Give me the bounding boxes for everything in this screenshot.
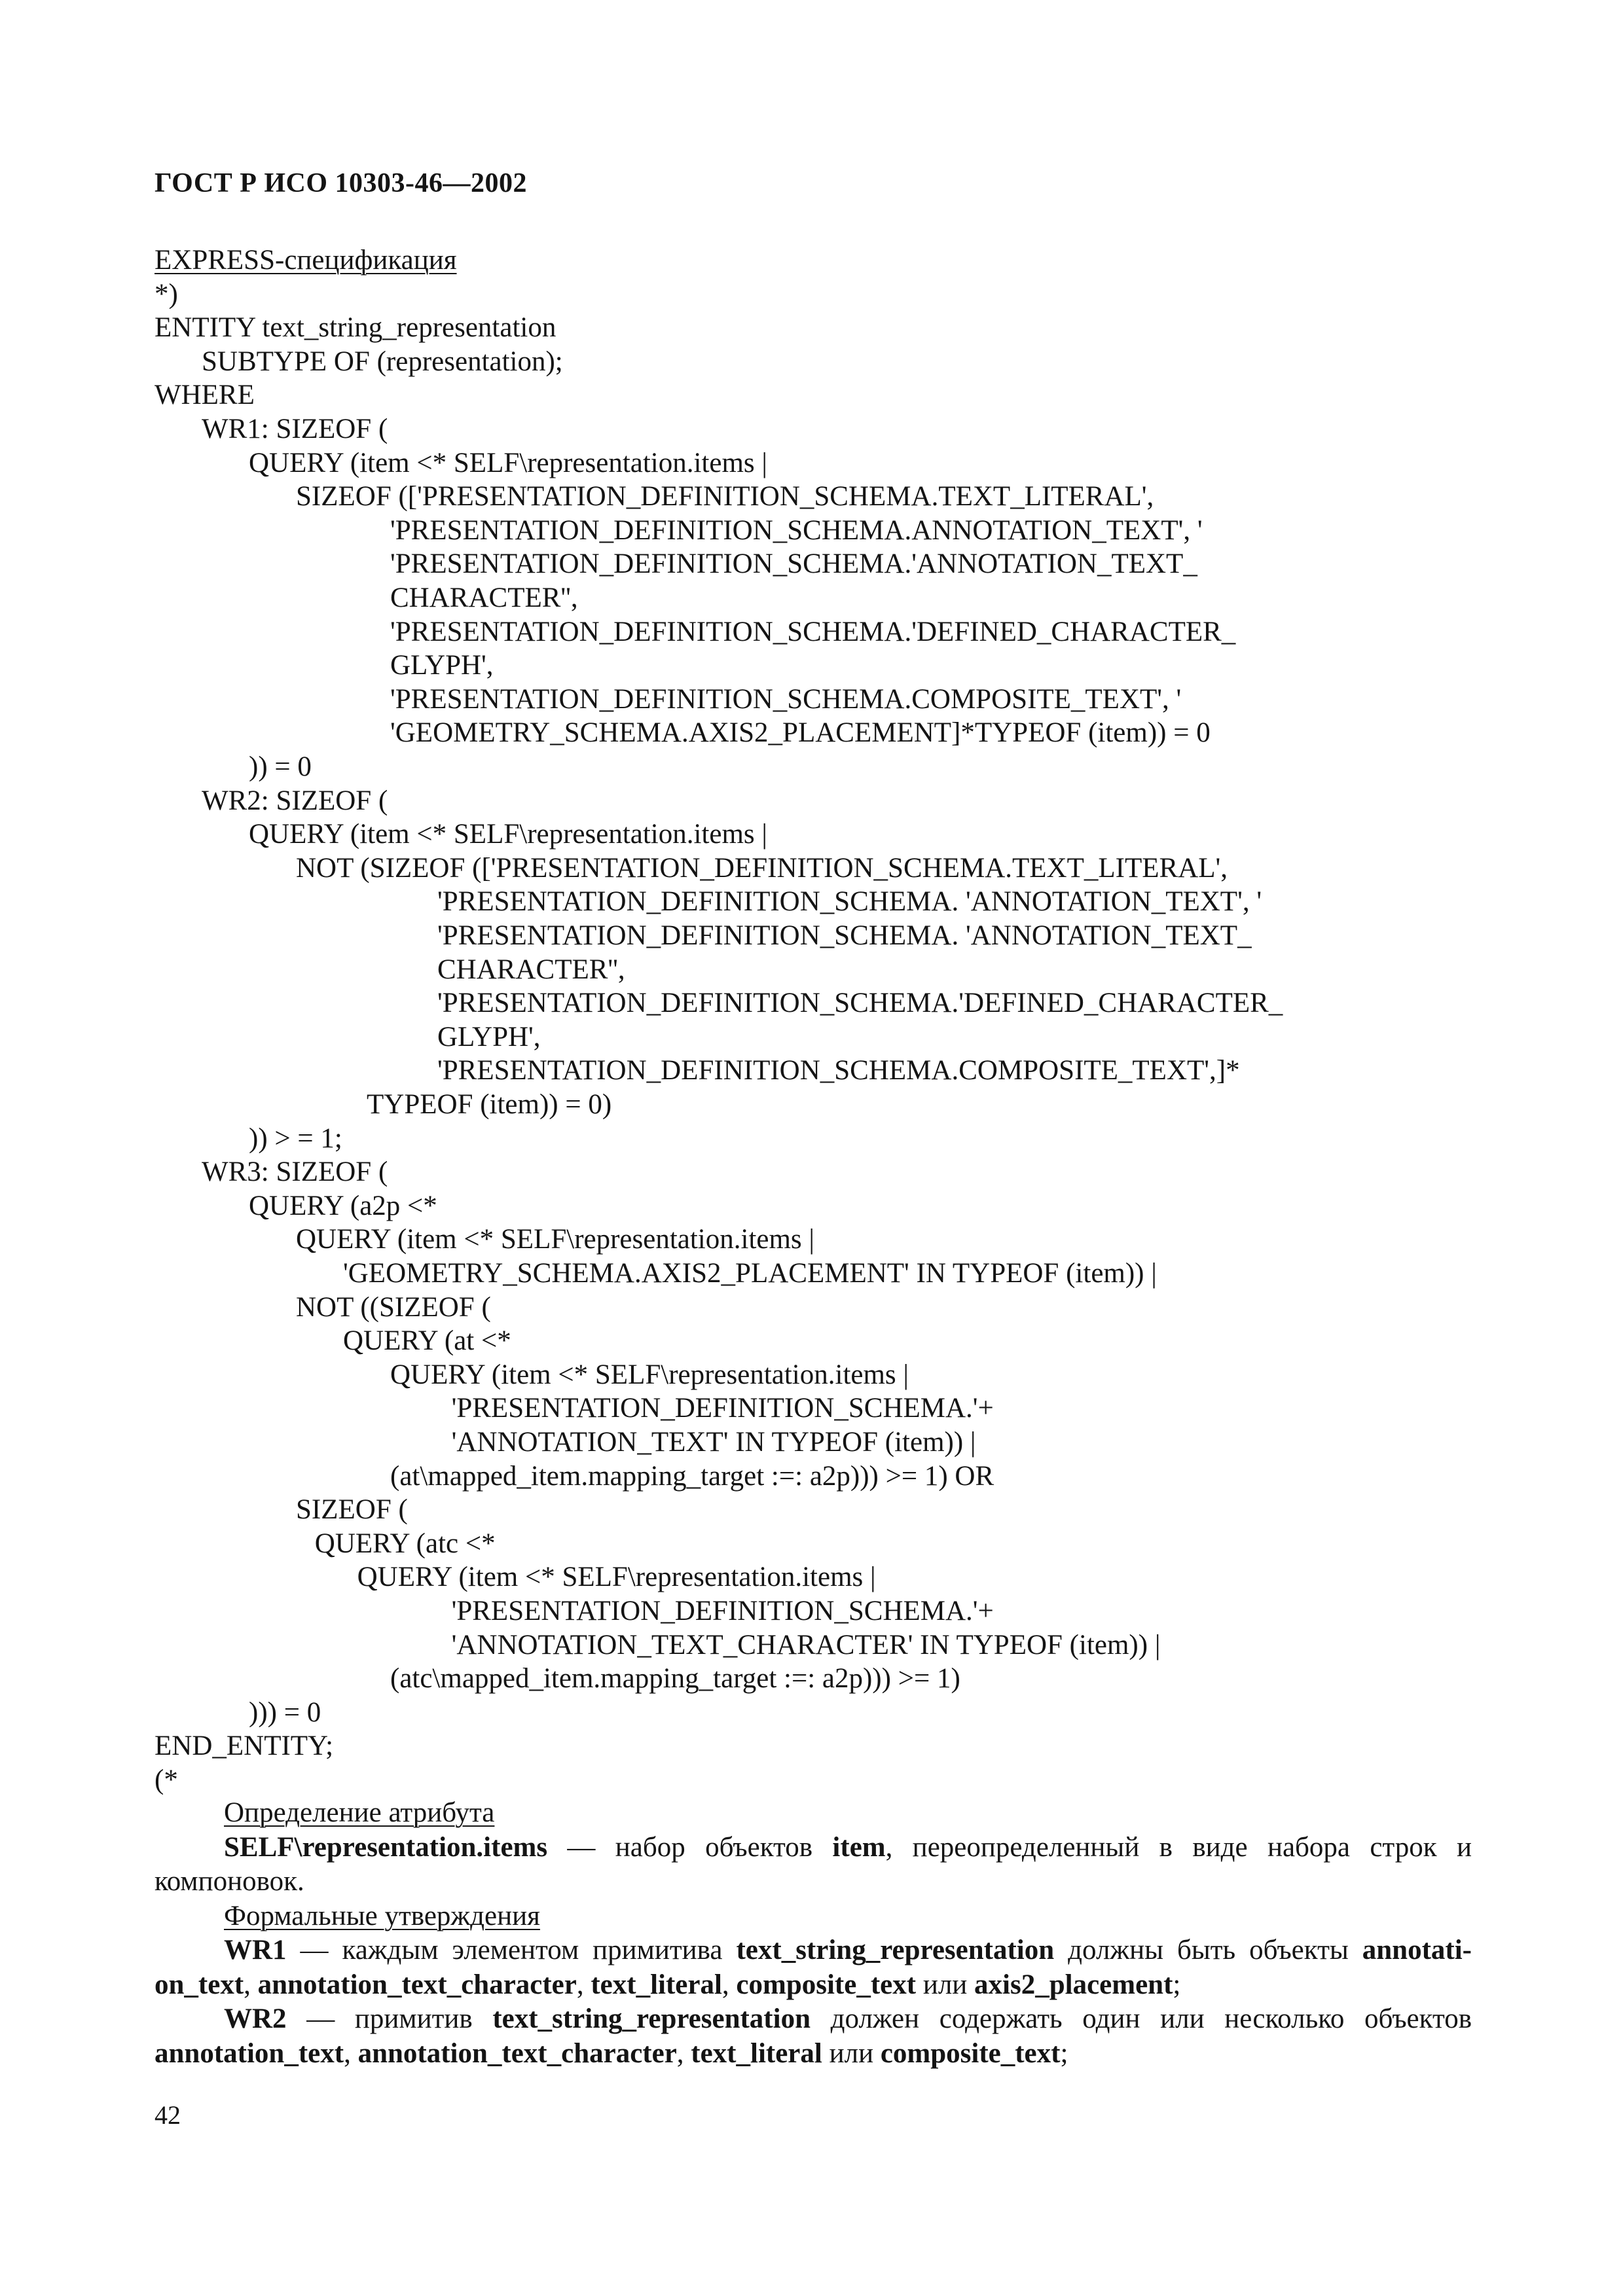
code-line: END_ENTITY; — [155, 1731, 334, 1762]
attribute-heading — [155, 1796, 1472, 1831]
rule-wr2 — [155, 2002, 1472, 2071]
code-line: SIZEOF ( — [296, 1494, 408, 1526]
code-line: 'PRESENTATION_DEFINITION_SCHEMA.COMPOSITE_TEXT',]* — [437, 1055, 1240, 1086]
attribute-text-2: , переопределенный в виде набора строк и компоновок. — [155, 1831, 1472, 1897]
attribute-name: SELF\representation.items — [224, 1831, 548, 1863]
code-line: 'PRESENTATION_DEFINITION_SCHEMA.'DEFINED_CHARACTER_ — [437, 988, 1283, 1019]
code-line: 'ANNOTATION_TEXT_CHARACTER' IN TYPEOF (item)) | — [451, 1629, 1161, 1660]
code-line: GLYPH', — [437, 1021, 541, 1052]
attribute-item: item — [832, 1831, 886, 1863]
code-line: ))) = 0 — [249, 1696, 321, 1728]
code-line: QUERY (item <* SELF\representation.items | — [296, 1224, 815, 1255]
code-line: *) — [155, 278, 178, 310]
code-line: 'PRESENTATION_DEFINITION_SCHEMA.'+ — [451, 1393, 994, 1424]
wr2-end: ; — [1060, 2037, 1068, 2069]
code-line: WR3: SIZEOF ( — [202, 1157, 388, 1188]
wr1-or: или — [916, 1969, 975, 2000]
code-line: (* — [155, 1765, 178, 1795]
wr1-sep-2: , — [576, 1969, 591, 2000]
attribute-definition — [155, 1831, 1472, 1899]
code-line: NOT ((SIZEOF ( — [296, 1291, 491, 1323]
rule-wr1 — [155, 1933, 1472, 2002]
code-line: QUERY (item <* SELF\representation.items | — [249, 447, 768, 478]
code-line: ENTITY text_string_representation — [155, 312, 556, 344]
code-line: 'PRESENTATION_DEFINITION_SCHEMA.'ANNOTATION_TEXT_ — [390, 548, 1197, 580]
wr1-entity: text_string_representation — [736, 1935, 1055, 1965]
document-header: ГОСТ Р ИСО 10303-46—2002 — [155, 168, 528, 198]
code-line: CHARACTER'', — [390, 583, 578, 613]
code-line: )) > = 1; — [249, 1122, 342, 1154]
wr1-term-3: text_literal — [591, 1969, 722, 2000]
wr2-or: или — [822, 2037, 881, 2069]
code-line: CHARACTER'', — [437, 954, 625, 985]
wr1-term-2: annotation_text_character — [257, 1969, 577, 2000]
wr2-entity: text_string_representation — [492, 2003, 811, 2034]
wr2-term-2: annotation_text_character — [357, 2037, 677, 2069]
code-line: QUERY (a2p <* — [249, 1190, 437, 1221]
code-line: 'GEOMETRY_SCHEMA.AXIS2_PLACEMENT' IN TYPEOF (item)) | — [343, 1258, 1157, 1289]
code-line: QUERY (item <* SELF\representation.items | — [249, 819, 768, 850]
wr1-term-4: composite_text — [736, 1969, 917, 2000]
rules-heading-text: Формальные утверждения — [224, 1900, 540, 1931]
wr1-label: WR1 — [224, 1935, 287, 1965]
wr2-term-3: text_literal — [691, 2037, 822, 2069]
rules-heading — [155, 1899, 1472, 1934]
wr1-sep-1: , — [244, 1969, 258, 2000]
wr2-sep-1: , — [344, 2037, 358, 2069]
code-line: SUBTYPE OF (representation); — [202, 346, 563, 377]
code-line: 'PRESENTATION_DEFINITION_SCHEMA.COMPOSITE_TEXT', ' — [390, 683, 1182, 715]
code-line: QUERY (item <* SELF\representation.items | — [357, 1562, 876, 1593]
code-line: WR2: SIZEOF ( — [202, 785, 388, 816]
wr1-text-1: — каждым элементом примитива — [286, 1935, 737, 1965]
code-line: (at\mapped_item.mapping_target :=: a2p))) >= 1) OR — [390, 1460, 994, 1492]
code-line: 'PRESENTATION_DEFINITION_SCHEMA.ANNOTATION_TEXT', ' — [390, 514, 1203, 546]
code-line: 'PRESENTATION_DEFINITION_SCHEMA.'DEFINED_CHARACTER_ — [390, 616, 1236, 647]
code-line: 'GEOMETRY_SCHEMA.AXIS2_PLACEMENT]*TYPEOF (item)) = 0 — [390, 717, 1211, 749]
code-line: GLYPH', — [390, 650, 494, 681]
code-heading: EXPRESS-спецификация — [155, 245, 457, 276]
wr2-term-4: composite_text — [880, 2037, 1061, 2069]
code-line: 'ANNOTATION_TEXT' IN TYPEOF (item)) | — [451, 1427, 976, 1458]
wr1-term-5: axis2_placement — [974, 1969, 1173, 2000]
wr1-end: ; — [1173, 1969, 1181, 2000]
code-line: QUERY (at <* — [343, 1325, 511, 1357]
code-line: )) = 0 — [249, 751, 312, 782]
code-line: 'PRESENTATION_DEFINITION_SCHEMA. 'ANNOTATION_TEXT_ — [437, 920, 1252, 951]
page-number: 42 — [155, 2100, 181, 2130]
code-line: SIZEOF (['PRESENTATION_DEFINITION_SCHEMA.TEXT_LITERAL', — [296, 481, 1154, 512]
code-line: QUERY (atc <* — [314, 1528, 496, 1559]
wr1-sep-3: , — [721, 1969, 737, 2000]
code-line: QUERY (item <* SELF\representation.items | — [390, 1359, 909, 1390]
wr1-text-2: должны быть объекты — [1054, 1935, 1362, 1965]
code-line: 'PRESENTATION_DEFINITION_SCHEMA. 'ANNOTATION_TEXT', ' — [437, 886, 1262, 918]
code-line: TYPEOF (item)) = 0) — [367, 1089, 612, 1120]
wr2-sep-2: , — [676, 2037, 691, 2069]
attribute-text-1: — набор объектов — [547, 1831, 833, 1863]
attribute-heading-text: Определение атрибута — [224, 1797, 495, 1828]
code-line: WHERE — [155, 380, 255, 411]
wr1-term-1: annotati-on_text — [155, 1935, 1472, 2000]
code-line: (atc\mapped_item.mapping_target :=: a2p))) >= 1) — [390, 1663, 960, 1695]
code-line: 'PRESENTATION_DEFINITION_SCHEMA.'+ — [451, 1596, 994, 1626]
wr2-term-1: annotation_text — [155, 2037, 344, 2069]
wr2-text-1: — примитив — [286, 2003, 493, 2034]
wr2-label: WR2 — [224, 2003, 287, 2034]
prose-section — [155, 1796, 1472, 2071]
code-line: WR1: SIZEOF ( — [202, 414, 388, 444]
code-line: NOT (SIZEOF (['PRESENTATION_DEFINITION_SCHEMA.TEXT_LITERAL', — [296, 852, 1228, 884]
wr2-text-2: должен содержать один или несколько объектов — [811, 2003, 1472, 2034]
